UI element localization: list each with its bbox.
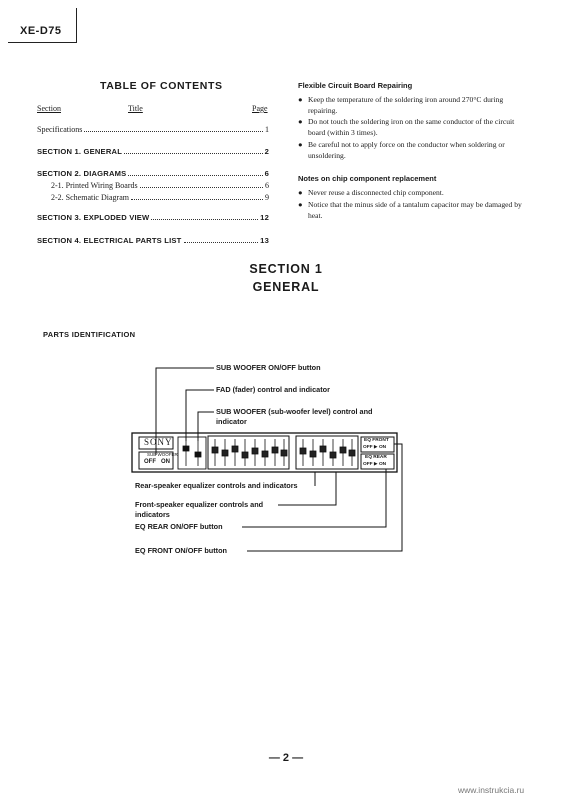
parts-identification-title: PARTS IDENTIFICATION	[43, 330, 136, 339]
toc-entry-page: 9	[265, 193, 269, 202]
list-item: ● Never reuse a disconnected chip component.	[298, 188, 444, 197]
callout-sub-woofer-level: SUB WOOFER (sub-woofer level) control and	[216, 407, 373, 416]
toc-entry-label: 2-1. Printed Wiring Boards	[51, 181, 138, 190]
callout-sub-woofer-button: SUB WOOFER ON/OFF button	[216, 363, 321, 372]
toc-col-section: Section	[37, 104, 61, 113]
bullet-icon: ●	[298, 200, 303, 209]
toc-entry-label: SECTION 4. ELECTRICAL PARTS LIST	[37, 236, 182, 245]
bullet-icon: ●	[298, 140, 303, 149]
toc-entry-label: SECTION 2. DIAGRAMS	[37, 169, 127, 178]
page-number: — 2 —	[268, 752, 304, 764]
eq-rear-state: OFF ▶ ON	[363, 462, 387, 467]
toc-entry-page: 1	[265, 125, 269, 134]
callout-front-eq-2: indicators	[135, 510, 170, 519]
callout-sub-woofer-level-2: indicator	[216, 417, 247, 426]
toc-entry-label: Specifications	[37, 125, 83, 134]
toc-entry-page: 12	[260, 213, 269, 222]
callout-front-eq: Front-speaker equalizer controls and	[135, 500, 264, 509]
sub-woofer-off-label: OFF	[144, 459, 156, 465]
toc-col-title: Title	[128, 104, 143, 113]
list-item: ● Be careful not to apply force on the conductor when soldering or unsoldering.	[298, 140, 505, 160]
eq-front-label: EQ FRONT	[364, 438, 389, 443]
callout-eq-front-button: EQ FRONT ON/OFF button	[135, 546, 228, 555]
toc-entry-page: 6	[265, 181, 269, 190]
sub-woofer-on-label: ON	[161, 459, 170, 465]
flexible-repair-heading: Flexible Circuit Board Repairing	[298, 81, 413, 90]
chip-notes-heading: Notes on chip component replacement	[298, 174, 437, 183]
toc-entry-label: SECTION 1. GENERAL	[37, 147, 123, 156]
eq-rear-label: EQ REAR	[365, 455, 387, 460]
toc-entry-page: 13	[260, 236, 269, 245]
model-number: XE-D75	[20, 25, 62, 37]
list-item: ● Do not touch the soldering iron on the same conductor of the circuit board (within 3 times).	[298, 117, 515, 137]
bullet-icon: ●	[298, 117, 303, 126]
toc-entry-page: 6	[264, 169, 269, 178]
eq-front-state: OFF ▶ ON	[363, 445, 387, 450]
toc-col-page: Page	[252, 104, 268, 113]
toc-entry-page: 2	[264, 147, 269, 156]
sub-woofer-switch-label: SUB WOOFER	[147, 452, 178, 457]
callout-eq-rear-button: EQ REAR ON/OFF button	[135, 522, 223, 531]
section-name: GENERAL	[252, 280, 320, 294]
toc-title: TABLE OF CONTENTS	[100, 80, 223, 92]
bullet-icon: ●	[298, 188, 303, 197]
toc-entry-label: 2-2. Schematic Diagram	[51, 193, 129, 202]
list-item: ● Notice that the minus side of a tantalum capacitor may be damaged by heat.	[298, 200, 522, 220]
toc-entry-label: SECTION 3. EXPLODED VIEW	[37, 213, 150, 222]
callout-rear-eq: Rear-speaker equalizer controls and indicators	[135, 481, 298, 490]
bullet-icon: ●	[298, 95, 303, 104]
watermark: www.instrukcia.ru	[458, 785, 525, 795]
brand-logo: SONY	[144, 437, 173, 447]
callout-fad-control: FAD (fader) control and indicator	[216, 385, 330, 394]
list-item: ● Keep the temperature of the soldering iron around 270°C during repairing.	[298, 95, 504, 115]
section-number: SECTION 1	[249, 262, 323, 276]
